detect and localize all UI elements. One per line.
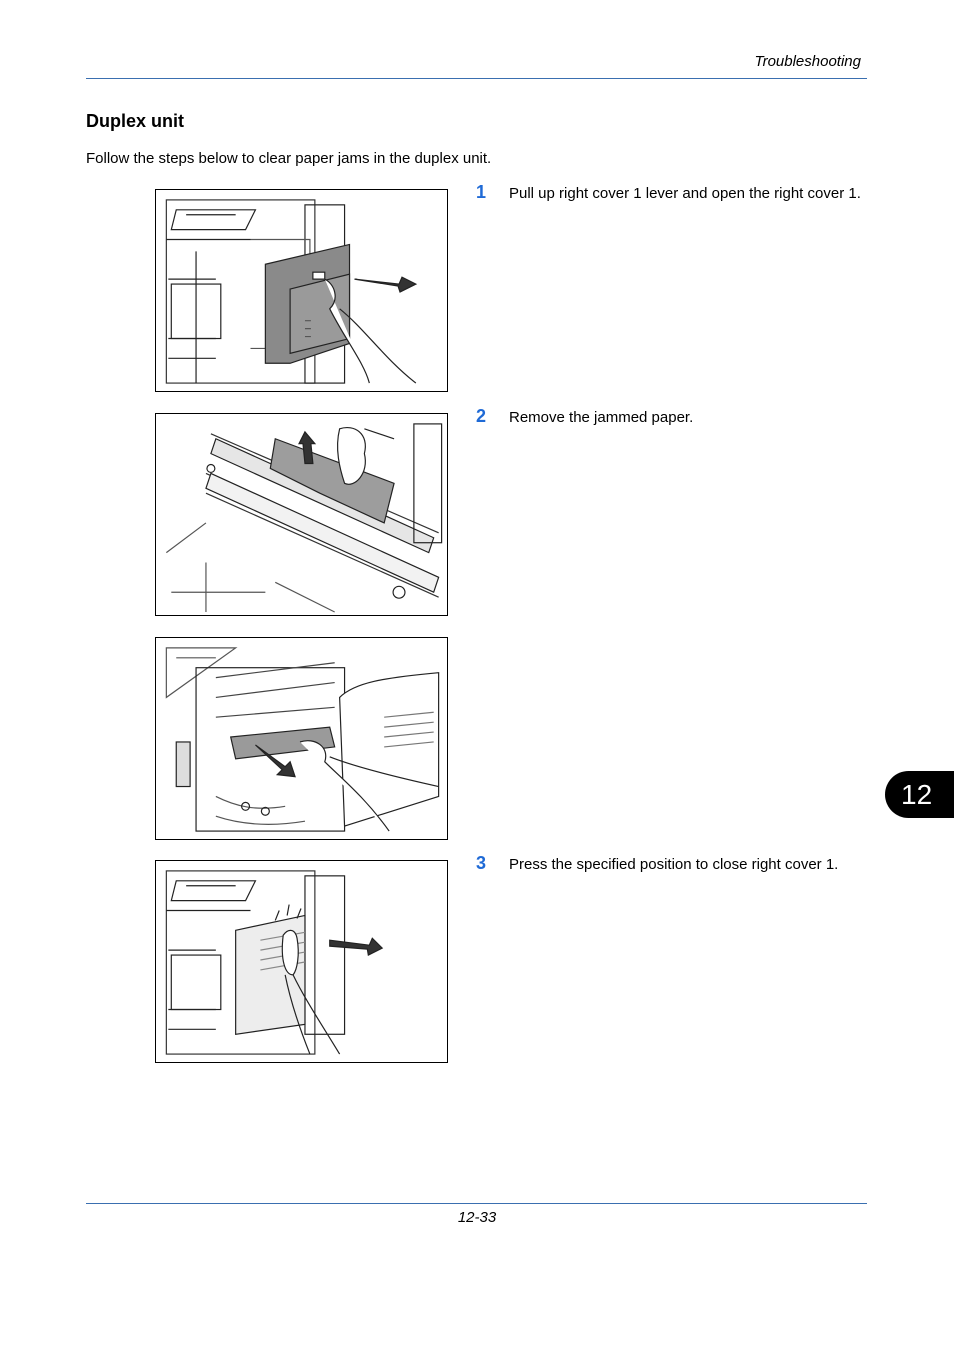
step-3-text: Press the specified position to close right cover 1. (509, 856, 839, 873)
chapter-tab: 12 (885, 771, 954, 818)
section-title: Duplex unit (86, 111, 184, 131)
figure-close-right-cover (155, 860, 448, 1063)
intro-text: Follow the steps below to clear paper jams in the duplex unit. (86, 150, 492, 167)
page-number: 12-33 (457, 1209, 497, 1226)
step-1-text: Pull up right cover 1 lever and open the right cover 1. (509, 185, 861, 202)
figure-remove-paper-upper (155, 413, 448, 616)
footer-rule (86, 1203, 867, 1204)
header-section-title: Troubleshooting (754, 53, 861, 70)
step-3-number: 3 (476, 853, 487, 873)
header-rule (86, 78, 867, 79)
step-1-number: 1 (476, 182, 487, 202)
step-2-number: 2 (476, 406, 487, 426)
figure-open-right-cover (155, 189, 448, 392)
step-2-text: Remove the jammed paper. (509, 409, 694, 426)
figure-remove-paper-lower (155, 637, 448, 840)
